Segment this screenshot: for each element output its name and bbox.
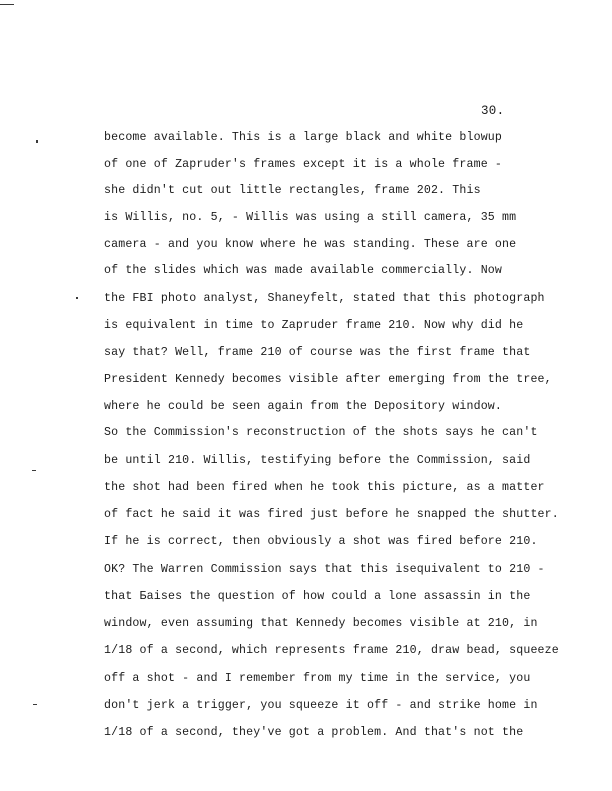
text-line: is Willis, no. 5, - Willis was using a still camera, 35 mm — [104, 211, 517, 224]
text-line: President Kennedy becomes visible after emerging from the tree, — [104, 373, 552, 386]
text-line: say that? Well, frame 210 of course was the first frame that — [104, 346, 531, 359]
text-line: So the Commission's reconstruction of the shots says he can't — [104, 426, 538, 439]
scan-mark-left-4 — [33, 704, 37, 705]
text-line: 1/18 of a second, which represents frame 210, draw bead, squeeze — [104, 644, 559, 657]
text-line: is equivalent in time to Zapruder frame 210. Now why did he — [104, 319, 524, 332]
text-line: OK? The Warren Commission says that this isequivalent to 210 - — [104, 563, 545, 576]
page-number: 30. — [481, 104, 505, 118]
text-line: where he could be seen again from the Depository window. — [104, 400, 503, 413]
text-line: don't jerk a trigger, you squeeze it off - and strike home in — [104, 699, 538, 712]
text-line: the shot had been fired when he took this picture, as a matter — [104, 481, 545, 494]
text-line: of one of Zapruder's frames except it is a whole frame - — [104, 158, 503, 171]
text-line: of fact he said it was fired just before he snapped the shutter. — [104, 508, 559, 521]
text-line: the FBI photo analyst, Shaneyfelt, stated that this photograph — [104, 292, 545, 305]
text-line: be until 210. Willis, testifying before the Commission, said — [104, 454, 531, 467]
scan-mark-left-3 — [32, 470, 36, 471]
scan-mark-top-left — [0, 4, 14, 5]
scan-mark-left-2 — [76, 297, 78, 299]
scan-mark-left-1 — [36, 140, 38, 143]
text-line: If he is correct, then obviously a shot was fired before 210. — [104, 535, 538, 548]
text-line: she didn't cut out little rectangles, frame 202. This — [104, 184, 481, 197]
text-line: of the slides which was made available commercially. Now — [104, 264, 503, 277]
text-line: off a shot - and I remember from my time in the service, you — [104, 672, 531, 685]
text-line: that Бaises the question of how could a lone assassin in the — [104, 590, 531, 603]
text-line: camera - and you know where he was standing. These are one — [104, 238, 517, 251]
text-line: window, even assuming that Kennedy becomes visible at 210, in — [104, 617, 538, 630]
text-line: become available. This is a large black and white blowup — [104, 131, 503, 144]
text-line: 1/18 of a second, they've got a problem. And that's not the — [104, 726, 524, 739]
